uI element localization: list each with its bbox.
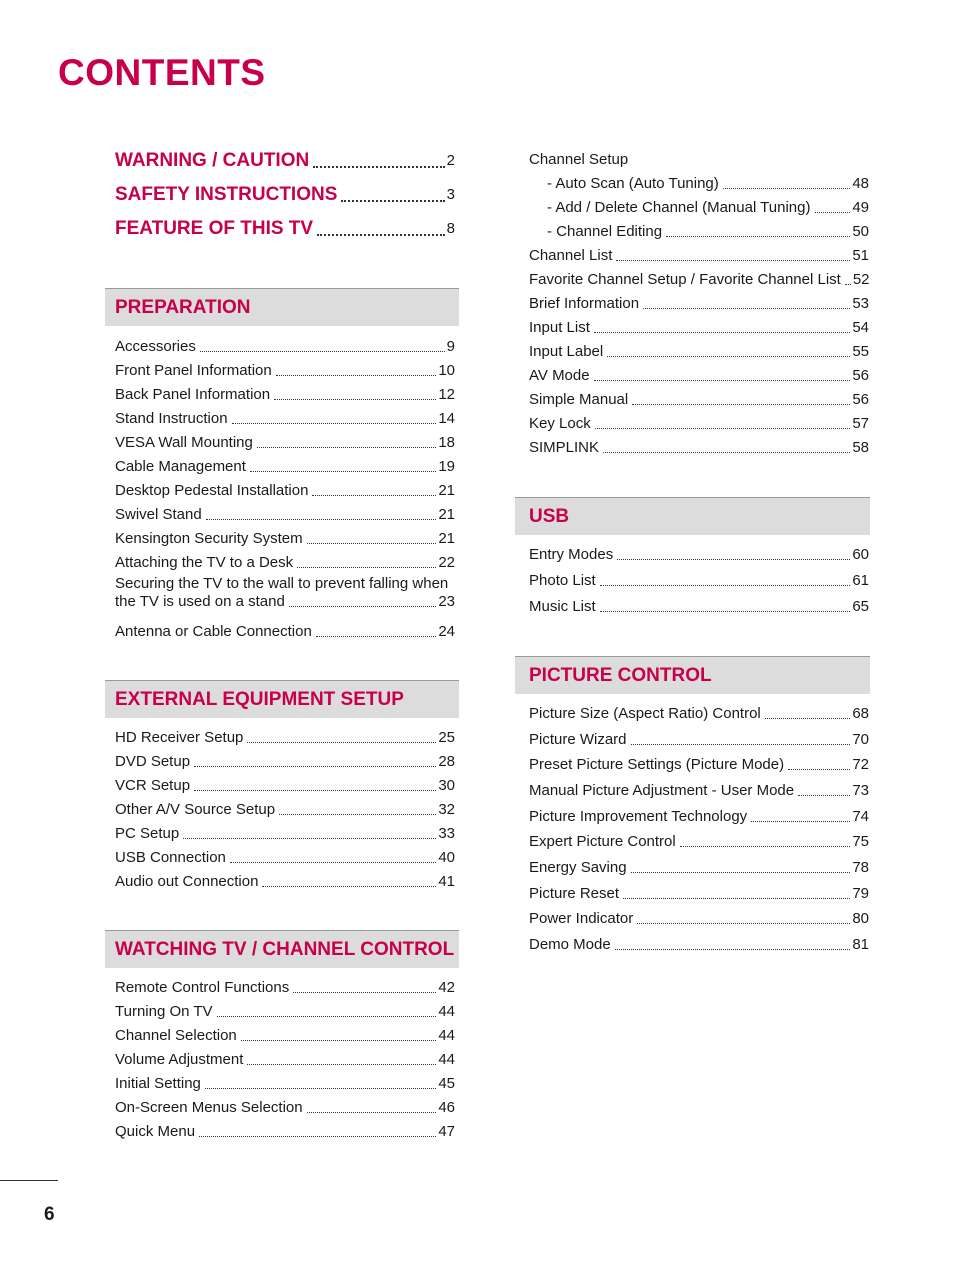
entry-page: 65 [852, 598, 869, 615]
toc-entry[interactable] [115, 1119, 455, 1141]
toc-entry[interactable] [529, 881, 869, 903]
section-title: WATCHING TV / CHANNEL CONTROL [115, 939, 455, 960]
entry-page: 80 [852, 910, 869, 927]
leader-dots [279, 814, 436, 815]
leader-dots [312, 495, 436, 496]
leader-dots [615, 949, 851, 950]
entry-page: 12 [438, 386, 455, 403]
toc-sub-entry[interactable] [547, 219, 869, 241]
entry-page: 33 [438, 825, 455, 842]
leader-dots [307, 1112, 437, 1113]
entry-label: Other A/V Source Setup [115, 801, 276, 818]
entry-label: Power Indicator [529, 910, 634, 927]
leader-dots [183, 838, 436, 839]
toc-entry[interactable] [529, 568, 869, 590]
entry-label: Expert Picture Control [529, 833, 676, 850]
entry-page: 57 [852, 415, 869, 432]
toc-entry[interactable] [529, 906, 869, 928]
toc-entry[interactable] [115, 797, 455, 819]
toc-entry[interactable] [115, 869, 455, 891]
entry-label: Photo List [529, 572, 596, 589]
entry-page: 23 [438, 593, 455, 610]
entry-page: 8 [446, 220, 455, 237]
entry-label: Cable Management [115, 458, 246, 475]
leader-dots [637, 923, 850, 924]
toc-entry[interactable] [115, 619, 455, 641]
entry-page: 74 [852, 808, 869, 825]
toc-top-entry-safety[interactable] [115, 180, 455, 206]
leader-dots [595, 428, 851, 429]
entry-page: 42 [438, 979, 455, 996]
page-number: 6 [44, 1204, 55, 1225]
toc-entry[interactable] [529, 701, 869, 723]
entry-page: 56 [852, 367, 869, 384]
entry-label: Swivel Stand [115, 506, 202, 523]
entry-page: 40 [438, 849, 455, 866]
leader-dots [206, 519, 437, 520]
toc-entry[interactable] [115, 749, 455, 771]
leader-dots [845, 284, 851, 285]
entry-label: Audio out Connection [115, 873, 259, 890]
leader-dots [666, 236, 850, 237]
entry-page: 53 [852, 295, 869, 312]
toc-entry[interactable] [115, 845, 455, 867]
leader-dots [274, 399, 436, 400]
entry-page: 48 [852, 175, 869, 192]
entry-page: 46 [438, 1099, 455, 1116]
entry-label: - Channel Editing [547, 223, 663, 240]
entry-page: 55 [852, 343, 869, 360]
entry-page: 61 [852, 572, 869, 589]
entry-page: 2 [446, 152, 455, 169]
leader-dots [217, 1016, 437, 1017]
leader-dots [241, 1040, 437, 1041]
leader-dots [200, 351, 445, 352]
entry-label: PC Setup [115, 825, 180, 842]
entry-label: - Auto Scan (Auto Tuning) [547, 175, 719, 192]
entry-label: Brief Information [529, 295, 640, 312]
toc-entry[interactable] [529, 435, 869, 457]
leader-dots [594, 380, 851, 381]
toc-entry-multiline[interactable] [115, 575, 455, 619]
entry-label: Picture Reset [529, 885, 620, 902]
entry-label: Key Lock [529, 415, 591, 432]
toc-entry[interactable] [115, 526, 455, 548]
entry-page: 21 [438, 530, 455, 547]
entry-label: Picture Improvement Technology [529, 808, 748, 825]
entry-page: 47 [438, 1123, 455, 1140]
entry-label: SIMPLINK [529, 439, 600, 456]
leader-dots [607, 356, 850, 357]
entry-label: SAFETY INSTRUCTIONS [115, 184, 338, 205]
entry-label: Antenna or Cable Connection [115, 623, 312, 640]
leader-dots [680, 846, 851, 847]
leader-dots [316, 636, 437, 637]
toc-entry[interactable] [529, 542, 869, 564]
toc-entry[interactable] [115, 975, 455, 997]
toc-entry[interactable] [115, 1095, 455, 1117]
leader-dots [616, 260, 850, 261]
page-title: CONTENTS [58, 52, 266, 93]
footer-rule [0, 1180, 58, 1181]
entry-page: 44 [438, 1027, 455, 1044]
section-title: PICTURE CONTROL [529, 665, 712, 686]
entry-page: 70 [852, 731, 869, 748]
section-header-usb [515, 497, 870, 535]
toc-entry[interactable] [529, 243, 869, 265]
section-header-watching-tv [105, 930, 459, 968]
toc-entry[interactable] [529, 363, 869, 385]
entry-page: 73 [852, 782, 869, 799]
entry-label: Channel Selection [115, 1027, 237, 1044]
leader-dots [307, 543, 437, 544]
leader-dots [643, 308, 850, 309]
entry-page: 45 [438, 1075, 455, 1092]
entry-page: 49 [852, 199, 869, 216]
entry-label: Energy Saving [529, 859, 627, 876]
entry-page: 21 [438, 506, 455, 523]
entry-label: Music List [529, 598, 596, 615]
entry-page: 56 [852, 391, 869, 408]
toc-sub-entry[interactable] [547, 171, 869, 193]
entry-label-line2: the TV is used on a stand [115, 593, 285, 610]
leader-dots [631, 872, 851, 873]
leader-dots [632, 404, 850, 405]
entry-label: VESA Wall Mounting [115, 434, 253, 451]
entry-label: Entry Modes [529, 546, 614, 563]
toc-entry[interactable] [115, 334, 455, 356]
entry-page: 81 [852, 936, 869, 953]
section-title: EXTERNAL EQUIPMENT SETUP [115, 689, 404, 710]
toc-entry[interactable] [115, 773, 455, 795]
leader-dots [788, 769, 850, 770]
leader-dots [815, 212, 851, 213]
toc-entry[interactable] [115, 821, 455, 843]
toc-entry[interactable] [529, 594, 869, 616]
leader-dots [293, 992, 436, 993]
leader-dots [341, 200, 444, 202]
entry-label: Turning On TV [115, 1003, 213, 1020]
toc-top-entry-warning[interactable] [115, 146, 455, 172]
entry-page: 79 [852, 885, 869, 902]
entry-page: 41 [438, 873, 455, 890]
toc-entry[interactable] [529, 315, 869, 337]
toc-entry[interactable] [115, 1071, 455, 1093]
entry-page: 30 [438, 777, 455, 794]
entry-page: 44 [438, 1051, 455, 1068]
leader-dots [617, 559, 850, 560]
toc-top-entry-feature[interactable] [115, 214, 455, 240]
channel-setup-heading[interactable] [529, 147, 869, 169]
entry-label: Input List [529, 319, 590, 336]
toc-entry[interactable] [115, 358, 455, 380]
entry-page: 54 [852, 319, 869, 336]
toc-entry[interactable] [529, 855, 869, 877]
leader-dots [194, 790, 436, 791]
left-column [105, 0, 459, 1180]
entry-label: Stand Instruction [115, 410, 228, 427]
toc-entry[interactable] [529, 267, 869, 289]
entry-label: Kensington Security System [115, 530, 303, 547]
entry-label: Channel List [529, 247, 613, 264]
entry-label: Manual Picture Adjustment - User Mode [529, 782, 795, 799]
leader-dots [751, 821, 850, 822]
toc-entry[interactable] [529, 778, 869, 800]
entry-label: HD Receiver Setup [115, 729, 244, 746]
toc-entry[interactable] [529, 752, 869, 774]
toc-entry[interactable] [529, 387, 869, 409]
entry-label: DVD Setup [115, 753, 191, 770]
entry-label: Back Panel Information [115, 386, 271, 403]
entry-label-line2-row [115, 593, 455, 611]
entry-page: 18 [438, 434, 455, 451]
toc-entry[interactable] [529, 932, 869, 954]
toc-entry[interactable] [115, 382, 455, 404]
entry-label: Channel Setup [529, 151, 629, 168]
toc-entry[interactable] [115, 999, 455, 1021]
entry-page: 60 [852, 546, 869, 563]
leader-dots [199, 1136, 436, 1137]
toc-entry[interactable] [115, 725, 455, 747]
entry-label: Volume Adjustment [115, 1051, 244, 1068]
toc-entry[interactable] [115, 1023, 455, 1045]
toc-entry[interactable] [115, 1047, 455, 1069]
entry-label: Demo Mode [529, 936, 611, 953]
entry-label: Preset Picture Settings (Picture Mode) [529, 756, 785, 773]
section-header-picture-control [515, 656, 870, 694]
leader-dots [623, 898, 850, 899]
entry-page: 52 [852, 271, 870, 288]
entry-page: 19 [438, 458, 455, 475]
right-column [515, 0, 870, 1180]
leader-dots [250, 471, 436, 472]
toc-entry[interactable] [529, 339, 869, 361]
entry-label: Front Panel Information [115, 362, 272, 379]
entry-label: FEATURE OF THIS TV [115, 218, 314, 239]
toc-entry[interactable] [115, 550, 455, 572]
toc-entry[interactable] [115, 478, 455, 500]
entry-label: Picture Size (Aspect Ratio) Control [529, 705, 761, 722]
entry-label: Input Label [529, 343, 604, 360]
entry-page: 78 [852, 859, 869, 876]
entry-page: 24 [438, 623, 455, 640]
toc-sub-entry[interactable] [547, 195, 869, 217]
toc-entry[interactable] [529, 411, 869, 433]
leader-dots [297, 567, 436, 568]
entry-page: 75 [852, 833, 869, 850]
entry-page: 44 [438, 1003, 455, 1020]
entry-page: 22 [438, 554, 455, 571]
entry-page: 28 [438, 753, 455, 770]
entry-label: Quick Menu [115, 1123, 196, 1140]
entry-page: 10 [438, 362, 455, 379]
toc-entry[interactable] [115, 406, 455, 428]
section-title: PREPARATION [115, 297, 251, 318]
entry-page: 14 [438, 410, 455, 427]
section-header-external-equipment [105, 680, 459, 718]
leader-dots [262, 886, 436, 887]
toc-entry[interactable] [529, 727, 869, 749]
leader-dots [723, 188, 851, 189]
entry-label: Picture Wizard [529, 731, 627, 748]
entry-page: 21 [438, 482, 455, 499]
entry-label: Remote Control Functions [115, 979, 290, 996]
entry-label: WARNING / CAUTION [115, 150, 310, 171]
leader-dots [600, 585, 851, 586]
entry-page: 68 [852, 705, 869, 722]
toc-entry[interactable] [529, 291, 869, 313]
entry-page: 51 [852, 247, 869, 264]
entry-label: AV Mode [529, 367, 590, 384]
entry-page: 72 [852, 756, 869, 773]
leader-dots [276, 375, 437, 376]
entry-label: VCR Setup [115, 777, 191, 794]
entry-label-line1: Securing the TV to the wall to prevent falling when [115, 575, 449, 592]
entry-label: Simple Manual [529, 391, 629, 408]
entry-page: 25 [438, 729, 455, 746]
entry-label: On-Screen Menus Selection [115, 1099, 303, 1116]
leader-dots [317, 234, 445, 236]
entry-label: Attaching the TV to a Desk [115, 554, 294, 571]
leader-dots [289, 606, 436, 607]
section-header-preparation [105, 288, 459, 326]
leader-dots [313, 166, 444, 168]
leader-dots [247, 1064, 436, 1065]
leader-dots [594, 332, 850, 333]
entry-page: 3 [446, 186, 455, 203]
leader-dots [247, 742, 436, 743]
leader-dots [205, 1088, 436, 1089]
toc-entry[interactable] [115, 454, 455, 476]
leader-dots [798, 795, 850, 796]
toc-entry[interactable] [115, 502, 455, 524]
entry-page: 32 [438, 801, 455, 818]
leader-dots [600, 611, 851, 612]
leader-dots [232, 423, 437, 424]
leader-dots [765, 718, 851, 719]
leader-dots [631, 744, 851, 745]
entry-label: Desktop Pedestal Installation [115, 482, 309, 499]
entry-label: - Add / Delete Channel (Manual Tuning) [547, 199, 811, 216]
leader-dots [603, 452, 850, 453]
entry-page: 50 [852, 223, 869, 240]
toc-entry[interactable] [115, 430, 455, 452]
leader-dots [230, 862, 436, 863]
entry-page: 9 [446, 338, 455, 355]
entry-label: Favorite Channel Setup / Favorite Channel List [529, 271, 841, 288]
toc-entry[interactable] [529, 804, 869, 826]
toc-entry[interactable] [529, 829, 869, 851]
section-title: USB [529, 506, 570, 527]
entry-page: 58 [852, 439, 869, 456]
entry-label: Initial Setting [115, 1075, 201, 1092]
entry-label: Accessories [115, 338, 196, 355]
entry-label: USB Connection [115, 849, 226, 866]
leader-dots [257, 447, 436, 448]
leader-dots [194, 766, 436, 767]
